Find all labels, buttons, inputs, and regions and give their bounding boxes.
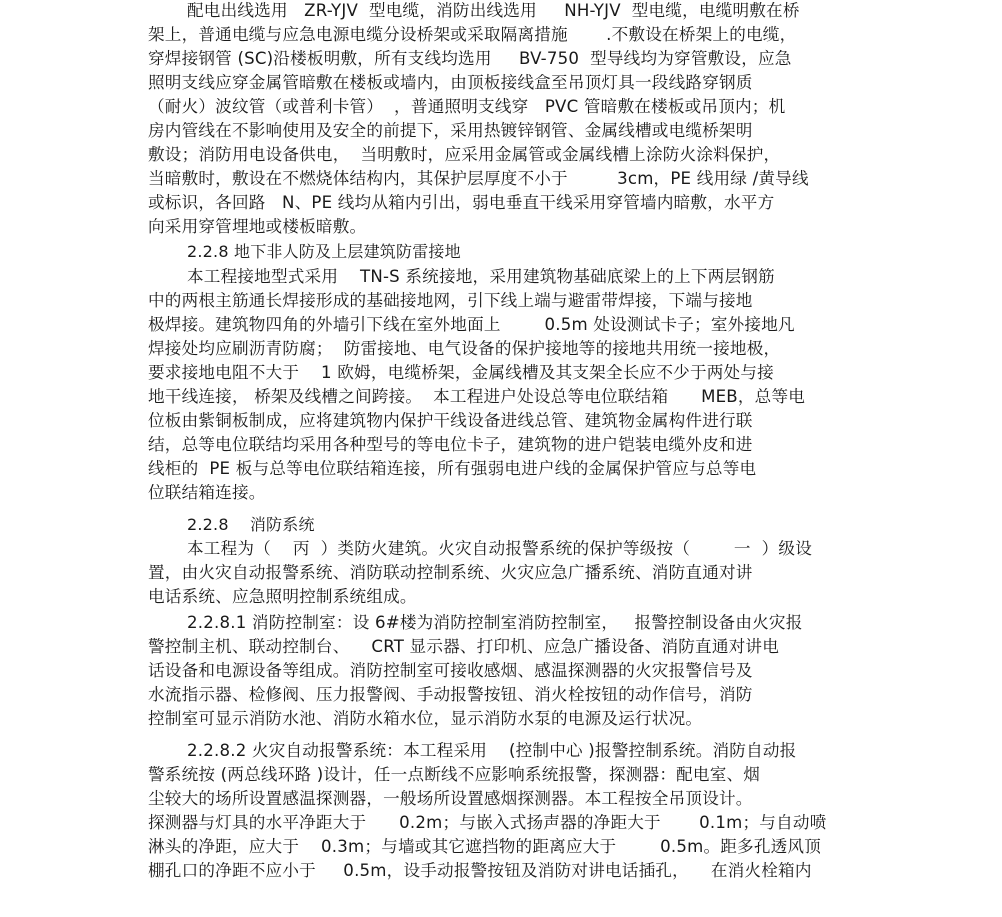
text-line: 话设备和电源设备等组成。消防控制室可接收感烟、感温探测器的火灾报警信号及	[148, 661, 753, 680]
text-line: 焊接处均应刷沥青防腐； 防雷接地、电气设备的保护接地等的接地共用统一接地极，	[148, 339, 781, 358]
text-line: （耐火）波纹管（或普利卡管） ，普通照明支线穿 PVC 管暗敷在楼板或吊顶内；机	[148, 97, 786, 116]
text-line: 电话系统、应急照明控制系统组成。	[148, 587, 417, 606]
section-heading: 2.2.8 地下非人防及上层建筑防雷接地	[187, 242, 461, 261]
text-line: 照明支线应穿金属管暗敷在楼板或墙内，由顶板接线盒至吊顶灯具一段线路穿钢质	[148, 73, 753, 92]
text-line: 警控制主机、联动控制台、 CRT 显示器、打印机、应急广播设备、消防直通对讲电	[148, 637, 780, 656]
text-line: 置，由火灾自动报警系统、消防联动控制系统、火灾应急广播系统、消防直通对讲	[148, 563, 753, 582]
subsection-line: 2.2.8.2 火灾自动报警系统：本工程采用 (控制中心 )报警控制系统。消防自动报	[187, 741, 797, 760]
text-line: 探测器与灯具的水平净距大于 0.2m；与嵌入式扬声器的净距大于 0.1m；与自动喷	[148, 813, 827, 832]
text-line: 线柜的 PE 板与总等电位联结箱连接，所有强弱电进户线的金属保护管应与总等电	[148, 459, 757, 478]
text-line: 中的两根主筋通长焊接形成的基础接地网，引下线上端与避雷带焊接，下端与接地	[148, 291, 753, 310]
text-line: 要求接地电阻不大于 1 欧姆，电缆桥架，金属线槽及其支架全长应不少于两处与接	[148, 363, 774, 382]
text-line: 极焊接。建筑物四角的外墙引下线在室外地面上 0.5m 处设测试卡子；室外接地凡	[148, 315, 795, 334]
text-line: 水流指示器、检修阀、压力报警阀、手动报警按钮、消火栓按钮的动作信号，消防	[148, 685, 753, 704]
text-line: 房内管线在不影响使用及安全的前提下，采用热镀锌钢管、金属线槽或电缆桥架明	[148, 121, 753, 140]
text-line: 当暗敷时，敷设在不燃烧体结构内，其保护层厚度不小于 3cm，PE 线用绿 /黄导线	[148, 169, 809, 188]
text-line: 穿焊接钢管 (SC)沿楼板明敷，所有支线均选用 BV-750 型导线均为穿管敷设，应急	[148, 49, 792, 68]
text-line: 或标识，各回路 N、PE 线均从箱内引出，弱电垂直干线采用穿管墙内暗敷，水平方	[148, 193, 775, 212]
text-line: 位联结箱连接。	[148, 483, 266, 502]
text-line: 敷设；消防用电设备供电， 当明敷时，应采用金属管或金属线槽上涂防火涂料保护，	[148, 145, 781, 164]
text-line: 警系统按 (两总线环路 )设计，任一点断线不应影响系统报警，探测器：配电室、烟	[148, 765, 761, 784]
subsection-line: 2.2.8.1 消防控制室：设 6#楼为消防控制室消防控制室， 报警控制设备由火灾报	[187, 613, 803, 632]
section-heading: 2.2.8 消防系统	[187, 515, 315, 534]
text-line: 位板由紫铜板制成，应将建筑物内保护干线设备进线总管、建筑物金属构件进行联	[148, 411, 753, 430]
text-line: 配电出线选用 ZR-YJV 型电缆，消防出线选用 NH-YJV 型电缆，电缆明敷在桥	[187, 1, 800, 20]
text-line: 向采用穿管埋地或楼板暗敷。	[148, 217, 367, 236]
text-line: 棚孔口的净距不应小于 0.5m，设手动报警按钮及消防对讲电话插孔， 在消火栓箱内	[148, 861, 812, 880]
text-line: 淋头的净距，应大于 0.3m；与墙或其它遮挡物的距离应大于 0.5m。距多孔透风顶	[148, 837, 822, 856]
text-line: 地干线连接， 桥架及线槽之间跨接。 本工程进户处设总等电位联结箱 MEB，总等电	[148, 387, 806, 406]
text-line: 架上，普通电缆与应急电源电缆分设桥架或采取隔离措施 .不敷设在桥架上的电缆，	[148, 25, 797, 44]
text-line: 本工程接地型式采用 TN-S 系统接地，采用建筑物基础底梁上的上下两层钢筋	[187, 267, 775, 286]
text-line: 本工程为（ 丙 ）类防火建筑。火灾自动报警系统的保护等级按（ 一 ）级设	[187, 539, 812, 558]
text-line: 控制室可显示消防水池、消防水箱水位，显示消防水泵的电源及运行状况。	[148, 709, 703, 728]
text-line: 结，总等电位联结均采用各种型号的等电位卡子，建筑物的进户铠装电缆外皮和进	[148, 435, 753, 454]
text-line: 尘较大的场所设置感温探测器，一般场所设置感烟探测器。本工程按全吊顶设计。	[148, 789, 753, 808]
